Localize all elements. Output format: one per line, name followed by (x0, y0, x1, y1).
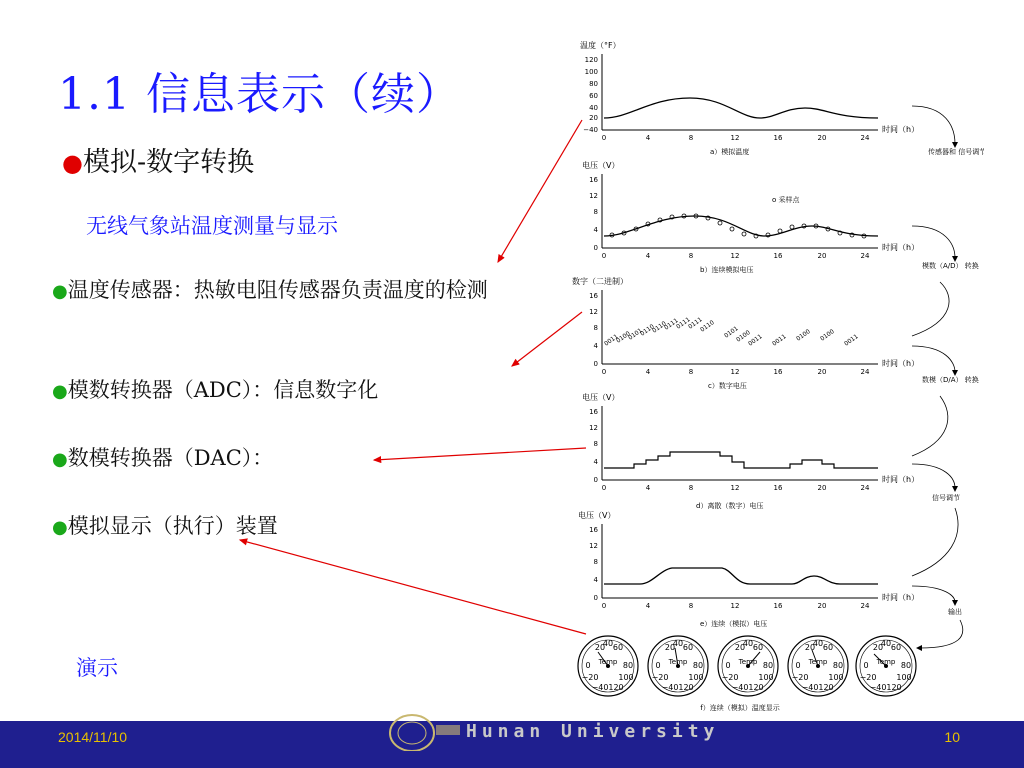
tick-label: 16 (589, 176, 598, 184)
panel-a-ylabel: 温度（°F） (580, 41, 621, 50)
tick-label: 0 (601, 252, 607, 260)
tick-label: 16 (589, 408, 598, 416)
demo-link[interactable]: 演示 (76, 656, 118, 680)
tick-label: 4 (645, 602, 651, 610)
svg-text:20: 20 (664, 643, 676, 652)
bullet-text: 数模转换器（DAC）： (67, 446, 274, 470)
tick-label: 20 (817, 484, 827, 492)
binary-code: 0110 (699, 319, 716, 334)
tick-label: 8 (688, 602, 694, 610)
tick-label: 4 (593, 576, 598, 584)
svg-text:120: 120 (748, 683, 764, 692)
bullet-adc (52, 374, 378, 408)
svg-text:60: 60 (752, 643, 764, 652)
svg-text:80: 80 (900, 661, 912, 670)
svg-text:−20: −20 (581, 673, 599, 682)
tick-label: 12 (589, 424, 598, 432)
svg-text:60: 60 (890, 643, 902, 652)
svg-text:80: 80 (762, 661, 774, 670)
svg-text:20: 20 (872, 643, 884, 652)
svg-text:0: 0 (795, 661, 801, 670)
gauge-row (578, 636, 916, 712)
tick-label: 16 (773, 252, 783, 260)
tick-label: 8 (688, 134, 694, 142)
svg-text:Temp: Temp (808, 658, 828, 666)
tick-label: 40 (589, 104, 598, 112)
svg-text:−40: −40 (731, 683, 749, 692)
panel-b-xlabel: 时间（h） (882, 243, 920, 252)
tick-label: 100 (584, 68, 598, 76)
gauge-dial (648, 636, 708, 696)
panel-d-ylabel: 电压（V） (582, 393, 620, 402)
svg-text:Temp: Temp (668, 658, 688, 666)
svg-text:100: 100 (896, 673, 912, 682)
svg-text:80: 80 (692, 661, 704, 670)
tick-label: 4 (645, 484, 651, 492)
gauge-caption: f）连续（模拟）温度显示 (700, 704, 780, 712)
tick-label: 24 (860, 484, 870, 492)
bullet-text: 温度传感器：热敏电阻传感器负责温度的检测 (67, 278, 488, 302)
footer-date: 2014/11/10 (58, 729, 128, 745)
svg-text:−40: −40 (661, 683, 679, 692)
bullet-dac (52, 442, 273, 476)
svg-text:0: 0 (655, 661, 661, 670)
tick-label: 16 (773, 484, 783, 492)
svg-text:20: 20 (594, 643, 606, 652)
tick-label: 8 (593, 558, 598, 566)
svg-text:−40: −40 (591, 683, 609, 692)
bullet-text: 模拟显示（执行）装置 (67, 514, 278, 538)
binary-code: 0011 (771, 333, 788, 348)
green-bullet-icon: ● (52, 449, 68, 470)
bullet-text: 模数转换器（ADC）：信息数字化 (67, 378, 379, 402)
svg-text:80: 80 (622, 661, 634, 670)
svg-text:100: 100 (758, 673, 774, 682)
binary-code: 0100 (795, 328, 812, 343)
tick-label: 8 (688, 368, 694, 376)
green-bullet-icon: ● (52, 517, 68, 538)
tick-label: 4 (593, 458, 598, 466)
tick-label: 0 (593, 244, 598, 252)
svg-text:Temp: Temp (738, 658, 758, 666)
tick-label: 16 (773, 134, 783, 142)
svg-text:120: 120 (608, 683, 624, 692)
panel-c-caption: c）数字电压 (708, 382, 747, 390)
binary-code: 0110 (651, 320, 668, 335)
tick-label: 0 (601, 602, 607, 610)
svg-text:−40: −40 (869, 683, 887, 692)
tick-label: 80 (589, 80, 598, 88)
slide-title: 1.1 信息表示（续） (58, 69, 461, 120)
university-seal-icon (384, 711, 464, 751)
tick-label: 12 (730, 252, 740, 260)
tick-label: 60 (589, 92, 598, 100)
panel-b-caption: b）连续模拟电压 (700, 266, 754, 274)
tick-label: 120 (584, 56, 598, 64)
gauge-label: Temp (598, 658, 618, 666)
tick-label: 4 (645, 368, 651, 376)
side-label-da: 数模（D/A） 转换 (922, 376, 979, 384)
svg-text:60: 60 (682, 643, 694, 652)
panel-e-ylabel: 电压（V） (578, 511, 616, 520)
svg-text:−20: −20 (791, 673, 809, 682)
tick-label: 8 (688, 484, 694, 492)
tick-label: 12 (589, 192, 598, 200)
panel-d-caption: d）离散（数字）电压 (696, 502, 764, 510)
tick-label: 12 (730, 484, 740, 492)
tick-label: 16 (589, 292, 598, 300)
tick-label: 12 (730, 602, 740, 610)
tick-label: 0 (601, 134, 607, 142)
panel-digital-voltage (572, 276, 919, 390)
panel-a-xlabel: 时间（h） (882, 125, 920, 134)
footer-bar (0, 721, 1024, 768)
tick-label: 16 (773, 368, 783, 376)
tick-label: 12 (730, 134, 740, 142)
panel-continuous-voltage (582, 160, 919, 274)
svg-text:20: 20 (734, 643, 746, 652)
svg-text:120: 120 (678, 683, 694, 692)
tick-label: 4 (645, 134, 651, 142)
side-label-ad: 模数（A/D） 转换 (922, 262, 979, 270)
side-label-output: 输出 (948, 608, 962, 616)
panel-e-xlabel: 时间（h） (882, 593, 920, 602)
tick-label: 8 (593, 440, 598, 448)
green-bullet-icon: ● (52, 281, 68, 302)
tick-label: 4 (593, 226, 598, 234)
red-bullet-icon: ● (62, 149, 83, 177)
svg-text:100: 100 (828, 673, 844, 682)
svg-text:−20: −20 (651, 673, 669, 682)
svg-text:40: 40 (602, 639, 614, 648)
svg-text:60: 60 (822, 643, 834, 652)
tick-label: 0 (593, 360, 598, 368)
panel-c-ylabel: 数字（二进制） (572, 277, 628, 286)
tick-label: 12 (589, 542, 598, 550)
tick-label: 4 (645, 252, 651, 260)
svg-text:100: 100 (618, 673, 634, 682)
binary-code: 0111 (687, 316, 704, 331)
tick-label: 16 (773, 602, 783, 610)
tick-label: 20 (589, 114, 598, 122)
university-name: Hunan University (466, 721, 720, 742)
tick-label: 0 (593, 476, 598, 484)
tick-label: 24 (860, 134, 870, 142)
panel-continuous-analog-voltage (578, 510, 919, 628)
arrow-to-dac (374, 448, 586, 460)
svg-text:0: 0 (585, 661, 591, 670)
tick-label: 16 (589, 526, 598, 534)
gauge-dial (788, 636, 848, 696)
binary-code: 0100 (615, 330, 632, 345)
tick-label: 8 (593, 324, 598, 332)
panel-analog-temperature (580, 40, 919, 156)
tick-label: 4 (593, 342, 598, 350)
svg-text:20: 20 (804, 643, 816, 652)
arrow-to-display (240, 540, 586, 634)
svg-text:−20: −20 (721, 673, 739, 682)
tick-label: 20 (817, 134, 827, 142)
svg-text:40: 40 (742, 639, 754, 648)
binary-code: 0011 (843, 333, 860, 348)
bullet-display (52, 510, 278, 544)
svg-text:100: 100 (688, 673, 704, 682)
panel-c-xlabel: 时间（h） (882, 359, 920, 368)
gauge-dial (856, 636, 916, 696)
tick-label: −40 (583, 126, 598, 134)
binary-code: 0011 (747, 333, 764, 348)
sample-point-legend: o 采样点 (772, 196, 800, 204)
binary-code: 0110 (639, 323, 656, 338)
tick-label: 8 (593, 208, 598, 216)
page-number: 10 (944, 729, 960, 745)
tick-label: 24 (860, 368, 870, 376)
gauge-dial (718, 636, 778, 696)
svg-text:40: 40 (812, 639, 824, 648)
tick-label: 24 (860, 602, 870, 610)
tick-label: 0 (601, 484, 607, 492)
binary-code: 0100 (819, 328, 836, 343)
tick-label: 20 (817, 602, 827, 610)
svg-text:Temp: Temp (876, 658, 896, 666)
svg-text:0: 0 (863, 661, 869, 670)
svg-text:120: 120 (818, 683, 834, 692)
tick-label: 24 (860, 252, 870, 260)
tick-label: 12 (589, 308, 598, 316)
tick-label: 20 (817, 368, 827, 376)
svg-text:−40: −40 (801, 683, 819, 692)
panel-a-caption: a）模拟温度 (710, 148, 750, 156)
tick-label: 12 (730, 368, 740, 376)
tick-label: 8 (688, 252, 694, 260)
tick-label: 0 (601, 368, 607, 376)
binary-code: 0011 (603, 333, 620, 348)
panel-d-xlabel: 时间（h） (882, 475, 920, 484)
binary-code: 0101 (723, 325, 740, 340)
svg-text:60: 60 (612, 643, 624, 652)
svg-text:80: 80 (832, 661, 844, 670)
gauge-dial (578, 636, 638, 696)
subtitle-text: 模拟-数字转换 (82, 147, 255, 178)
panel-discrete-voltage (582, 392, 919, 510)
panel-e-caption: e）连续（模拟）电压 (700, 620, 768, 628)
binary-code: 0101 (627, 327, 644, 342)
svg-text:120: 120 (886, 683, 902, 692)
section-subtitle (62, 140, 254, 179)
svg-text:40: 40 (880, 639, 892, 648)
tick-label: 20 (817, 252, 827, 260)
adc-dac-diagram (560, 36, 984, 716)
binary-code: 0100 (735, 329, 752, 344)
panel-b-ylabel: 电压（V） (582, 161, 620, 170)
svg-text:−20: −20 (859, 673, 877, 682)
tick-label: 0 (593, 594, 598, 602)
bullet-sensor (52, 274, 532, 308)
green-bullet-icon: ● (52, 381, 68, 402)
weather-station-caption: 无线气象站温度测量与显示 (86, 214, 338, 238)
side-label-signal: 信号调节 (932, 494, 960, 502)
binary-code: 0111 (663, 317, 680, 332)
svg-text:40: 40 (672, 639, 684, 648)
binary-code: 0111 (675, 316, 692, 331)
svg-text:0: 0 (725, 661, 731, 670)
side-label-sensor: 传感器和 信号调节 (928, 148, 984, 156)
side-flow (912, 106, 984, 651)
